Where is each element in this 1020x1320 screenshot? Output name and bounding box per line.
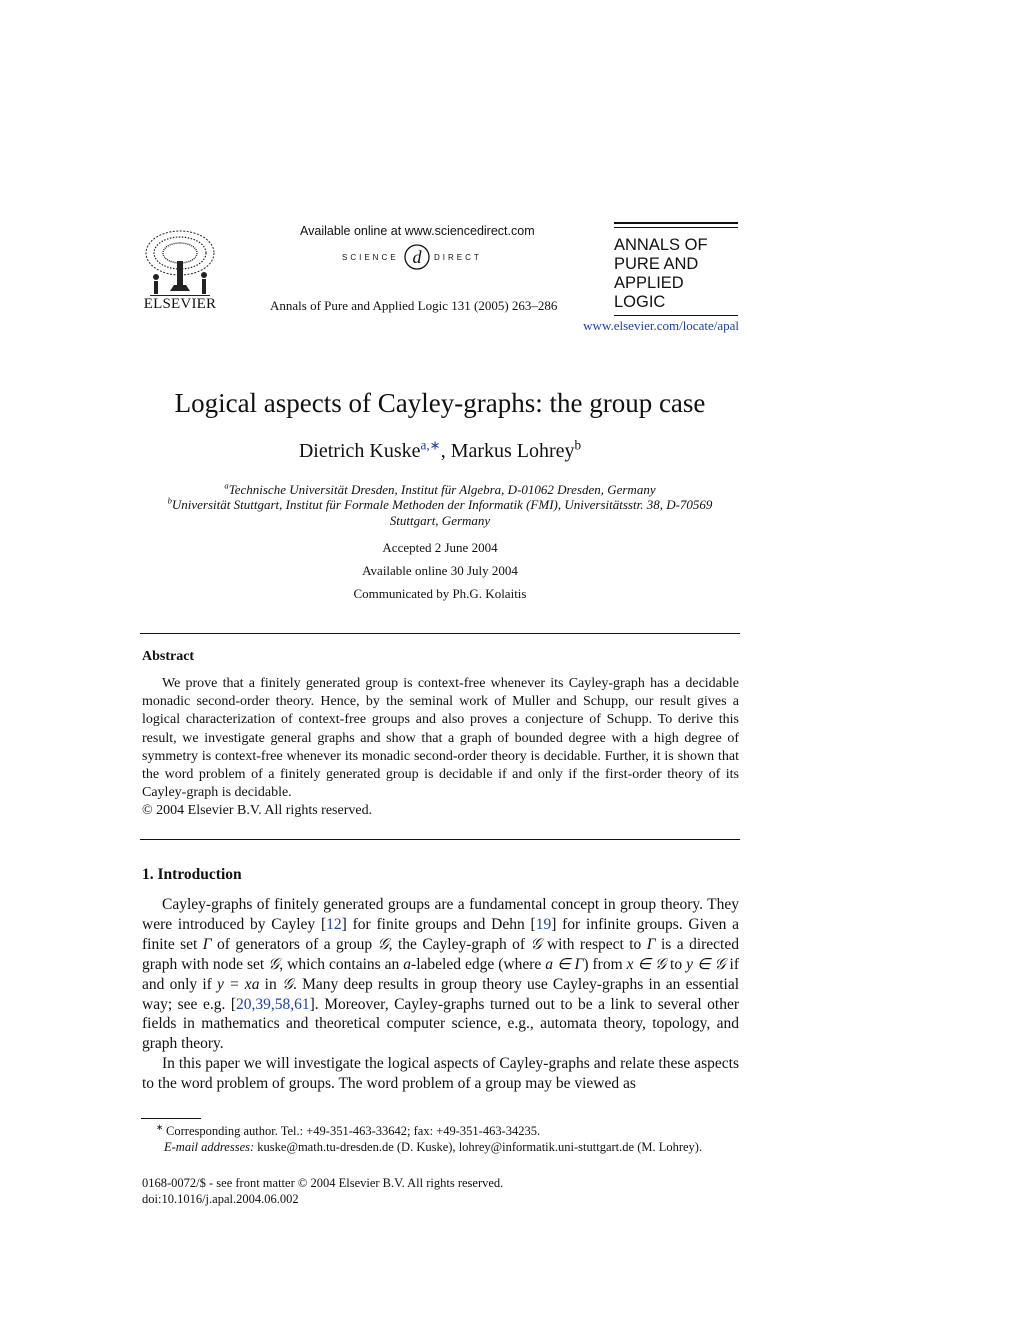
issn-line: 0168-0072/$ - see front matter © 2004 Elsevier B.V. All rights reserved. [142,1176,504,1190]
abstract-body [142,675,739,821]
citation-link[interactable]: 20,39,58,61 [236,995,310,1013]
footnote-emails: E-mail addresses: kuske@math.tu-dresden.de (D. Kuske), lohrey@informatik.uni-stuttgart.de (M. Lohrey). [164,1140,703,1154]
citation-link[interactable]: 12 [326,915,342,933]
footnote-mark: ∗ [156,1122,163,1132]
sciencedirect-logo [342,240,492,274]
affiliation-mark: a [224,480,229,491]
intro-paragraph: Cayley-graphs of finitely generated groups are a fundamental concept in group theory. They were introduced by Cayley [12] for finite groups and Dehn [19] for infinite groups. Given a finite set Γ of generators of a group 𝒢, the Cayley-graph of 𝒢 with respect to Γ is a directed graph with node set 𝒢, which contains an a-labeled edge (where a ∈ Γ) from x ∈ 𝒢 to y ∈ 𝒢 if and only if y = xa in 𝒢. Many deep results in group theory use Cayley-graphs in an essential way; see e.g. [20,39,58,61]. Moreover, Cayley-graphs turned out to be a link to several other fields in mathematics and theoretical computer science, e.g., automata theory, topology, and graph theory. [142,896,740,1053]
abstract-text: We prove that a finitely generated group is context-free whenever its Cayley-graph has a decidable monadic second-order theory. Hence, by the seminal work of Muller and Schupp, our result gives a logical characterization of context-free groups and also proves a conjecture of Schupp. To derive this result, we investigate general graphs and show that a graph of bounded degree with a high degree of symmetry is context-free whenever its monadic second-order theory is decidable. Further, it is shown that the word problem of a finitely generated group is decidable if and only if the first-order theory of its Cayley-graph is decidable. [142,676,739,801]
communicated-by: Communicated by Ph.G. Kolaitis [353,586,527,601]
affiliation-mark: b [167,495,172,506]
citation-link[interactable]: 19 [535,915,552,933]
journal-logo [614,222,738,316]
divider [140,839,740,840]
abstract-heading: Abstract [142,649,195,664]
paper-title: Logical aspects of Cayley-graphs: the group case [174,388,706,418]
journal-reference: Annals of Pure and Applied Logic 131 (2005) 263–286 [270,298,558,313]
doi-line: doi:10.1016/j.apal.2004.06.002 [142,1192,299,1206]
footnote-corresponding: ∗ Corresponding author. Tel.: +49-351-463-33642; fax: +49-351-463-34235. [156,1122,541,1138]
available-online-text: Available online at www.sciencedirect.com [300,224,535,238]
svg-text:SCIENCE: SCIENCE [342,253,399,262]
author-affiliation-mark[interactable]: a,∗ [420,437,441,453]
journal-logo-line: APPLIED LOGIC [614,274,684,311]
author-name: Markus Lohrey [450,440,575,462]
abstract-copyright: © 2004 Elsevier B.V. All rights reserved. [142,803,373,819]
svg-text:d: d [412,247,422,267]
svg-text:DIRECT: DIRECT [434,253,482,262]
author-separator: , [440,440,451,462]
divider [140,633,740,634]
elsevier-wordmark: ELSEVIER [143,296,217,312]
footnote-rule [141,1118,201,1119]
journal-url-link[interactable]: www.elsevier.com/locate/apal [583,318,739,333]
email-link[interactable]: kuske@math.tu-dresden.de [257,1140,394,1154]
front-matter [142,1175,503,1207]
section-heading: 1. Introduction [142,866,242,883]
email-link[interactable]: lohrey@informatik.uni-stuttgart.de [458,1140,635,1154]
author-name: Dietrich Kuske [298,440,421,462]
affiliation-a: $^a$Technische Universität Dresden, Institut für Algebra, D-01062 Dresden, Germany [224,480,656,497]
affiliation-b: $^b$Universität Stuttgart, Institut für Formale Methoden der Informatik (FMI), Universitätsstr. 38, D-70569 Stuttgart, Germany [167,495,713,528]
journal-logo-line: ANNALS OF [614,236,708,254]
author-list [0,437,880,463]
journal-logo-line: PURE AND [614,255,699,273]
accepted-date: Accepted 2 June 2004 [382,540,498,555]
author-affiliation-mark: b [574,437,582,453]
sciencedirect-d-icon [342,240,492,274]
intro-body [142,895,739,1094]
available-date: Available online 30 July 2004 [362,563,518,578]
intro-paragraph: In this paper we will investigate the logical aspects of Cayley-graphs and relate these aspects to the word problem of groups. The word problem of a group may be viewed as [142,1055,739,1093]
email-label: E-mail addresses: [164,1140,255,1154]
